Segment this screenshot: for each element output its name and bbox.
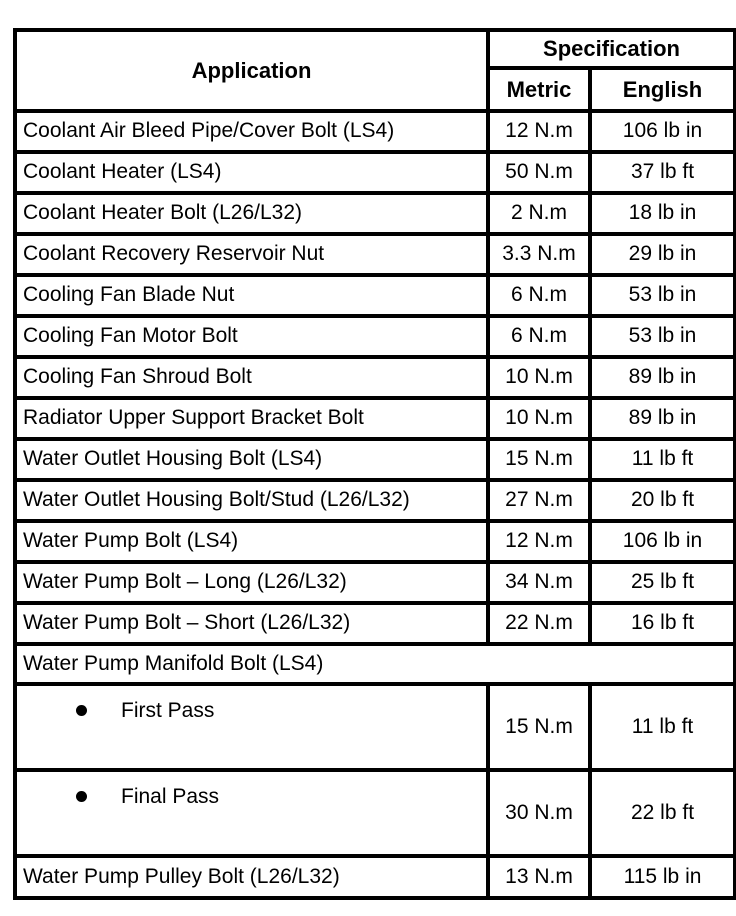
header-specification: Specification: [488, 30, 735, 68]
application-cell: [15, 684, 488, 770]
table-row: [15, 398, 735, 439]
application-cell: Water Outlet Housing Bolt/Stud (L26/L32): [15, 480, 488, 521]
english-cell: 20 lb ft: [590, 480, 735, 521]
metric-cell: 12 N.m: [488, 111, 590, 152]
table-row: [15, 480, 735, 521]
header-metric: Metric: [488, 68, 590, 111]
table-row: [15, 439, 735, 480]
table-row: [15, 234, 735, 275]
table-row: [15, 856, 735, 898]
english-cell: 106 lb in: [590, 521, 735, 562]
table-row: [15, 152, 735, 193]
table-row: [15, 521, 735, 562]
application-cell: Water Pump Bolt – Long (L26/L32): [15, 562, 488, 603]
table-row: [15, 111, 735, 152]
sub-item-label: Final Pass: [121, 785, 220, 809]
application-cell: Coolant Recovery Reservoir Nut: [15, 234, 488, 275]
metric-cell: 6 N.m: [488, 275, 590, 316]
english-cell: 53 lb in: [590, 316, 735, 357]
bullet-icon: [76, 705, 87, 716]
table-row: [15, 603, 735, 644]
application-cell: Water Pump Bolt – Short (L26/L32): [15, 603, 488, 644]
table-row-sub-item: [15, 684, 735, 770]
application-cell: Cooling Fan Motor Bolt: [15, 316, 488, 357]
application-group-cell: Water Pump Manifold Bolt (LS4): [15, 644, 735, 684]
header-row-specification: [15, 30, 735, 68]
english-cell: 29 lb in: [590, 234, 735, 275]
metric-cell: 12 N.m: [488, 521, 590, 562]
english-cell: 25 lb ft: [590, 562, 735, 603]
english-cell: 37 lb ft: [590, 152, 735, 193]
application-cell: Coolant Air Bleed Pipe/Cover Bolt (LS4): [15, 111, 488, 152]
metric-cell: 27 N.m: [488, 480, 590, 521]
metric-cell: 15 N.m: [488, 439, 590, 480]
application-cell: Radiator Upper Support Bracket Bolt: [15, 398, 488, 439]
application-cell: Cooling Fan Shroud Bolt: [15, 357, 488, 398]
header-english: English: [590, 68, 735, 111]
application-cell: Water Outlet Housing Bolt (LS4): [15, 439, 488, 480]
metric-cell: 15 N.m: [488, 684, 590, 770]
metric-cell: 50 N.m: [488, 152, 590, 193]
english-cell: 106 lb in: [590, 111, 735, 152]
application-cell: Cooling Fan Blade Nut: [15, 275, 488, 316]
english-cell: 53 lb in: [590, 275, 735, 316]
application-cell: [15, 770, 488, 856]
application-cell: Water Pump Bolt (LS4): [15, 521, 488, 562]
header-application: Application: [15, 30, 488, 111]
application-cell: Coolant Heater Bolt (L26/L32): [15, 193, 488, 234]
english-cell: 16 lb ft: [590, 603, 735, 644]
metric-cell: 3.3 N.m: [488, 234, 590, 275]
table-row: [15, 275, 735, 316]
metric-cell: 13 N.m: [488, 856, 590, 898]
metric-cell: 22 N.m: [488, 603, 590, 644]
english-cell: 89 lb in: [590, 357, 735, 398]
bullet-icon: [76, 791, 87, 802]
table-row: [15, 562, 735, 603]
table-row: [15, 316, 735, 357]
metric-cell: 6 N.m: [488, 316, 590, 357]
application-cell: Coolant Heater (LS4): [15, 152, 488, 193]
fastener-specifications-table: [13, 28, 736, 900]
english-cell: 11 lb ft: [590, 439, 735, 480]
metric-cell: 10 N.m: [488, 357, 590, 398]
metric-cell: 34 N.m: [488, 562, 590, 603]
application-cell: Water Pump Pulley Bolt (L26/L32): [15, 856, 488, 898]
metric-cell: 2 N.m: [488, 193, 590, 234]
english-cell: 18 lb in: [590, 193, 735, 234]
metric-cell: 30 N.m: [488, 770, 590, 856]
table-row-sub-item: [15, 770, 735, 856]
table-row: [15, 193, 735, 234]
table-row: [15, 357, 735, 398]
english-cell: 89 lb in: [590, 398, 735, 439]
sub-item-label: First Pass: [121, 699, 215, 723]
english-cell: 11 lb ft: [590, 684, 735, 770]
table-row-group-header: [15, 644, 735, 684]
english-cell: 22 lb ft: [590, 770, 735, 856]
metric-cell: 10 N.m: [488, 398, 590, 439]
english-cell: 115 lb in: [590, 856, 735, 898]
